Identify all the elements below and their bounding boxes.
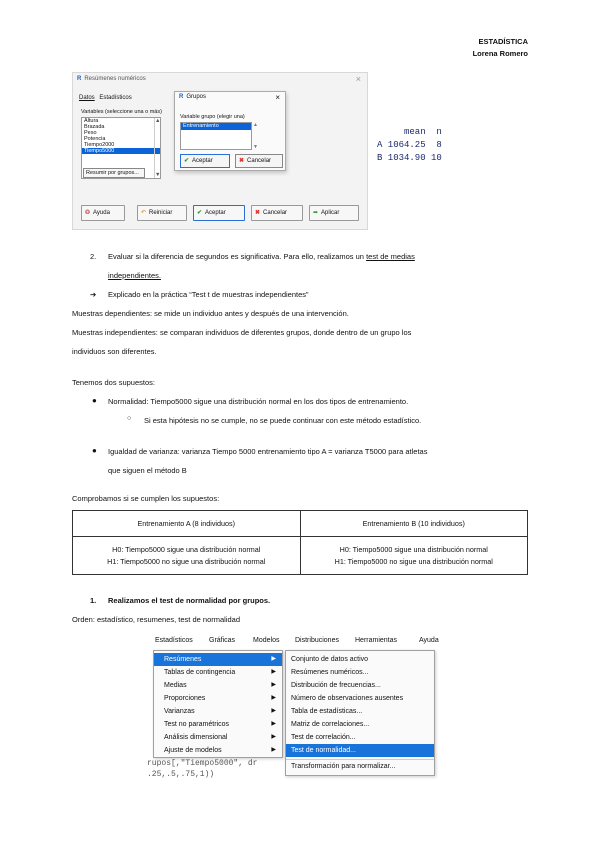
menu-item[interactable]: Distribución de frecuencias... xyxy=(291,682,381,689)
menu-item[interactable]: Número de observaciones ausentes xyxy=(291,695,404,702)
accept-button[interactable]: ✔ Aceptar xyxy=(193,205,245,221)
resumenes-submenu xyxy=(285,650,435,776)
list-item[interactable]: Altura xyxy=(84,118,99,124)
menu-item-test-de-normalidad[interactable]: Test de normalidad... xyxy=(286,744,434,757)
menu-graficas[interactable]: Gráficas xyxy=(209,637,236,644)
list-item[interactable]: Tiempo2000 xyxy=(84,142,115,148)
menu-item[interactable]: Transformación para normalizar... xyxy=(286,759,434,772)
menu-item[interactable]: Test no paramétricos ▶ xyxy=(154,718,282,731)
r-output-row: A 1064.25 8 xyxy=(377,140,442,150)
resumenes-numericos-screenshot xyxy=(72,72,368,230)
close-icon[interactable]: × xyxy=(275,93,280,102)
resumir-por-grupos-button[interactable]: Resumir por grupos... xyxy=(83,168,145,178)
groups-dialog xyxy=(174,91,286,171)
menu-item[interactable]: Tabla de estadísticas... xyxy=(291,708,363,715)
help-icon: ❂ xyxy=(85,210,91,216)
rcmdr-menu-screenshot xyxy=(147,634,451,790)
groups-cancel-button[interactable]: ✖ Cancelar xyxy=(235,154,283,168)
menu-item[interactable]: Matriz de correlaciones... xyxy=(291,721,370,728)
table-header: Entrenamiento A (8 individuos) xyxy=(73,511,301,537)
circle-bullet-icon: ○ xyxy=(127,415,132,422)
arrow-right-icon: ➦ xyxy=(313,210,319,216)
groups-accept-button[interactable]: ✔ Aceptar xyxy=(180,154,230,168)
menu-item[interactable]: Conjunto de datos activo xyxy=(291,656,369,663)
undo-icon: ↶ xyxy=(141,210,147,216)
chevron-right-icon: ▶ xyxy=(271,669,276,675)
paragraph: Evaluar si la diferencia de segundos es significativa. Para ello, realizamos un test de medias xyxy=(108,252,415,261)
chevron-up-icon[interactable]: ▲ xyxy=(155,118,161,124)
paragraph: individuos son diferentes. xyxy=(72,347,157,356)
list-item[interactable]: Potencia xyxy=(84,136,106,142)
dialog-tabs xyxy=(79,95,135,101)
chevron-right-icon: ▶ xyxy=(271,708,276,714)
cancel-button[interactable]: ✖ Cancelar xyxy=(251,205,303,221)
chevron-right-icon: ▶ xyxy=(271,656,276,662)
item-number: 1. xyxy=(90,596,97,605)
bullet-icon: ● xyxy=(92,446,97,455)
group-variable-label: Variable grupo (elegir una) xyxy=(180,114,245,120)
menu-item[interactable]: Proporciones ▶ xyxy=(154,692,282,705)
cross-icon: ✖ xyxy=(239,158,245,164)
menu-distribuciones[interactable]: Distribuciones xyxy=(295,637,339,644)
estadisticos-menu xyxy=(153,650,283,758)
paragraph: Orden: estadístico, resumenes, test de normalidad xyxy=(72,615,241,624)
paragraph: Muestras independientes: se comparan individuos de diferentes grupos, donde dentro de un grupo los xyxy=(72,328,412,337)
paragraph: Normalidad: Tiempo5000 sigue una distribución normal en los dos tipos de entrenamiento. xyxy=(108,397,409,406)
help-button[interactable]: ❂ Ayuda xyxy=(81,205,125,221)
menu-item[interactable]: Resúmenes numéricos... xyxy=(291,669,369,676)
variables-label: Variables (seleccione una o más) xyxy=(81,109,162,115)
item-number: 2. xyxy=(90,252,97,261)
menu-item[interactable]: Medias ▶ xyxy=(154,679,282,692)
r-logo-icon: R xyxy=(179,94,184,100)
table-header: Entrenamiento B (10 individuos) xyxy=(300,511,528,537)
cross-icon: ✖ xyxy=(255,210,261,216)
menu-item[interactable]: Varianzas ▶ xyxy=(154,705,282,718)
list-scrollbar[interactable] xyxy=(154,118,160,178)
link[interactable]: test de medias xyxy=(366,252,415,261)
paragraph: Tenemos dos supuestos: xyxy=(72,378,155,387)
group-list-scrollbar[interactable] xyxy=(253,122,260,150)
group-variable-list[interactable] xyxy=(180,122,252,150)
reset-button[interactable]: ↶ Reiniciar xyxy=(137,205,187,221)
tab-estadisticos[interactable]: Estadísticos xyxy=(99,95,132,101)
paragraph: Realizamos el test de normalidad por grupos. xyxy=(108,596,271,605)
table-cell: H0: Tiempo5000 sigue una distribución normal H1: Tiempo5000 no sigue una distribución normal xyxy=(73,537,301,575)
chevron-right-icon: ▶ xyxy=(271,695,276,701)
r-output xyxy=(377,126,442,165)
check-icon: ✔ xyxy=(184,158,190,164)
menubar xyxy=(147,634,451,648)
paragraph: Comprobamos si se cumplen los supuestos: xyxy=(72,494,220,503)
chevron-down-icon[interactable]: ▼ xyxy=(155,172,161,178)
menu-item[interactable]: Ajuste de modelos ▶ xyxy=(154,744,282,757)
chevron-right-icon: ▶ xyxy=(271,682,276,688)
r-logo-icon: R xyxy=(77,76,82,82)
list-item-selected[interactable]: Entrenamiento xyxy=(181,123,251,130)
tab-datos[interactable]: Datos xyxy=(79,95,95,101)
apply-button[interactable]: ➦ Aplicar xyxy=(309,205,359,221)
list-item-selected[interactable]: Tiempo5000 xyxy=(82,148,160,154)
r-output-row: B 1034.90 10 xyxy=(377,153,442,163)
menu-item[interactable]: Test de correlación... xyxy=(291,734,356,741)
paragraph: que siguen el método B xyxy=(108,466,187,475)
hypotheses-table xyxy=(72,510,528,575)
menu-item[interactable]: Resúmenes ▶ xyxy=(154,653,282,666)
link[interactable]: independientes. xyxy=(108,271,161,280)
menu-item[interactable]: Tablas de contingencia ▶ xyxy=(154,666,282,679)
header-title: ESTADÍSTICA xyxy=(478,37,528,46)
bullet-icon: ● xyxy=(92,396,97,405)
r-output-header: mean n xyxy=(377,127,442,137)
chevron-right-icon: ▶ xyxy=(271,734,276,740)
background-code: rupos[,"Tiempo5000", dr .25,.5,.75,1)) xyxy=(147,759,258,779)
chevron-up-icon[interactable]: ▲ xyxy=(253,122,258,128)
arrow-right-icon: ➔ xyxy=(90,290,97,299)
paragraph: Si esta hipótesis no se cumple, no se puede continuar con este método estadístico. xyxy=(144,416,422,425)
paragraph: Igualdad de varianza: varianza Tiempo 5000 entrenamiento tipo A = varianza T5000 para atletas xyxy=(108,447,428,456)
menu-herramientas[interactable]: Herramientas xyxy=(355,637,398,644)
list-item[interactable]: Brazada xyxy=(84,124,105,130)
menu-estadisticos[interactable]: Estadísticos xyxy=(155,637,193,644)
paragraph: Explicado en la práctica “Test t de muestras independientes” xyxy=(108,290,309,299)
chevron-right-icon: ▶ xyxy=(271,721,276,727)
groups-dialog-title: R Grupos xyxy=(179,94,207,100)
menu-modelos[interactable]: Modelos xyxy=(253,637,280,644)
chevron-down-icon[interactable]: ▼ xyxy=(253,144,258,150)
menu-item[interactable]: Análisis dimensional ▶ xyxy=(154,731,282,744)
menu-ayuda[interactable]: Ayuda xyxy=(419,637,439,644)
window-title: R Resúmenes numéricos xyxy=(77,76,146,82)
check-icon: ✔ xyxy=(197,210,203,216)
list-item[interactable]: Peso xyxy=(84,130,97,136)
header-author: Lorena Romero xyxy=(472,49,528,58)
chevron-right-icon: ▶ xyxy=(271,747,276,753)
table-cell: H0: Tiempo5000 sigue una distribución normal H1: Tiempo5000 no sigue una distribución normal xyxy=(300,537,528,575)
close-icon[interactable]: × xyxy=(355,74,361,84)
paragraph: Muestras dependientes: se mide un individuo antes y después de una intervención. xyxy=(72,309,349,318)
